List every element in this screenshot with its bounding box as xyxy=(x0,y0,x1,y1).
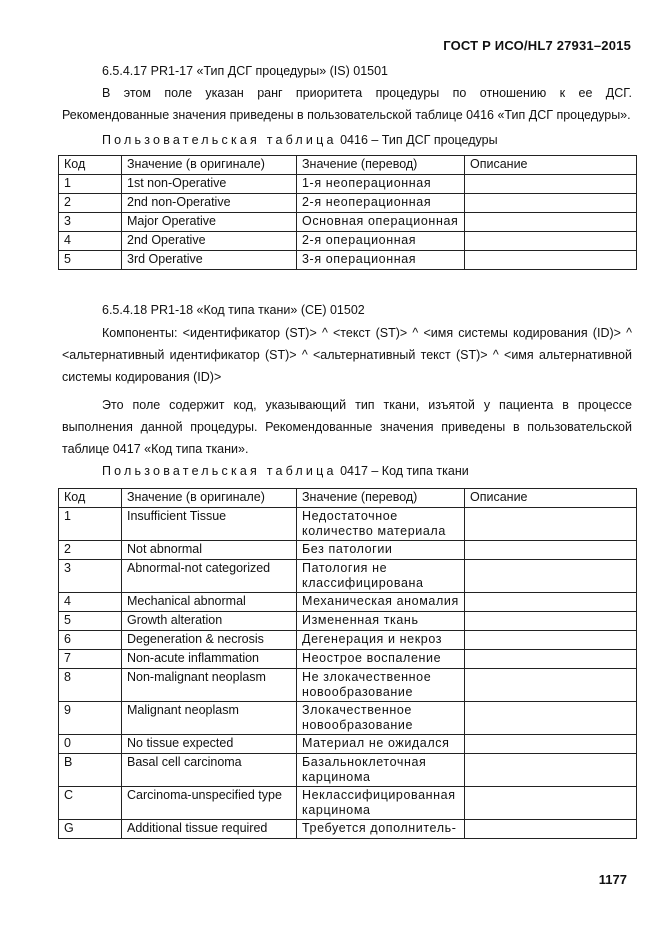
table-cell: Additional tissue required xyxy=(122,820,297,839)
table-cell: Без патологии xyxy=(297,541,465,560)
table-cell: Злокачественное новообразование xyxy=(297,702,465,735)
table-cell: 4 xyxy=(59,593,122,612)
table-cell xyxy=(465,787,637,820)
table-cell: C xyxy=(59,787,122,820)
table-row xyxy=(59,735,637,754)
column-header: Описание xyxy=(465,156,637,175)
table-cell xyxy=(465,735,637,754)
table-cell: 2-я неоперационная xyxy=(297,194,465,213)
table-cell: 4 xyxy=(59,232,122,251)
caption-spaced-text: Пользовательская таблица xyxy=(102,133,337,147)
table-cell: 6 xyxy=(59,631,122,650)
table-cell: Non-malignant neoplasm xyxy=(122,669,297,702)
table-row xyxy=(59,560,637,593)
column-header: Описание xyxy=(465,489,637,508)
table-row xyxy=(59,232,637,251)
table-cell: Abnormal-not categorized xyxy=(122,560,297,593)
table-cell: Carcinoma-unspecified type xyxy=(122,787,297,820)
table-cell: Non-acute inflammation xyxy=(122,650,297,669)
table-cell xyxy=(465,754,637,787)
table-cell: 3rd Operative xyxy=(122,251,297,270)
table-row xyxy=(59,612,637,631)
column-header: Код xyxy=(59,489,122,508)
table-cell: Major Operative xyxy=(122,213,297,232)
table-cell: 1 xyxy=(59,175,122,194)
table-cell xyxy=(465,650,637,669)
table-cell: Не злокачественное новообразование xyxy=(297,669,465,702)
table-cell: Основная операционная xyxy=(297,213,465,232)
table-cell xyxy=(465,560,637,593)
table-row xyxy=(59,669,637,702)
table-cell: 8 xyxy=(59,669,122,702)
table-row xyxy=(59,251,637,270)
table-cell: G xyxy=(59,820,122,839)
table-row xyxy=(59,593,637,612)
table-cell: 3-я операционная xyxy=(297,251,465,270)
table-cell: 5 xyxy=(59,612,122,631)
table-cell: 9 xyxy=(59,702,122,735)
table-header-row xyxy=(59,489,637,508)
table-cell xyxy=(465,213,637,232)
section-heading-pr1-18: 6.5.4.18 PR1-18 «Код типа ткани» (CE) 01502 xyxy=(102,303,365,317)
table-row xyxy=(59,787,637,820)
table-cell: Недостаточное количество материала xyxy=(297,508,465,541)
table-cell xyxy=(465,612,637,631)
table-row xyxy=(59,508,637,541)
table-row xyxy=(59,820,637,839)
caption-spaced-text: Пользовательская таблица xyxy=(102,464,337,478)
table-cell xyxy=(465,194,637,213)
table-cell: Патология не классифицирована xyxy=(297,560,465,593)
column-header: Код xyxy=(59,156,122,175)
table-cell xyxy=(465,820,637,839)
table-cell: 1 xyxy=(59,508,122,541)
table-cell: Growth alteration xyxy=(122,612,297,631)
section-paragraph-description: Это поле содержит код, указывающий тип ткани, изъятой у пациента в процессе выполнения данной процедуры. Рекомендованные значения приведены в пользовательской таблице 0417 «Код типа ткани». xyxy=(62,398,632,456)
table-caption-0417 xyxy=(102,464,469,478)
table-row xyxy=(59,194,637,213)
table-cell: Not abnormal xyxy=(122,541,297,560)
column-header: Значение (перевод) xyxy=(297,156,465,175)
column-header: Значение (перевод) xyxy=(297,489,465,508)
table-cell: 2nd non-Operative xyxy=(122,194,297,213)
table-cell: B xyxy=(59,754,122,787)
table-cell xyxy=(465,631,637,650)
table-row xyxy=(59,631,637,650)
table-cell: 5 xyxy=(59,251,122,270)
section-paragraph-pr1-17: В этом поле указан ранг приоритета процедуры по отношению к ее ДСГ. Рекомендованные значения приведены в пользовательской таблице 0416 «Тип ДСГ процедуры». xyxy=(62,86,632,122)
table-cell xyxy=(465,251,637,270)
table-cell: Базальноклеточная карцинома xyxy=(297,754,465,787)
column-header: Значение (в оригинале) xyxy=(122,156,297,175)
table-cell: 2nd Operative xyxy=(122,232,297,251)
table-cell: 3 xyxy=(59,560,122,593)
table-cell: Degeneration & necrosis xyxy=(122,631,297,650)
table-row xyxy=(59,213,637,232)
table-header-row xyxy=(59,156,637,175)
table-cell: 7 xyxy=(59,650,122,669)
table-row xyxy=(59,541,637,560)
table-cell: Insufficient Tissue xyxy=(122,508,297,541)
table-cell: No tissue expected xyxy=(122,735,297,754)
table-cell: Дегенерация и некроз xyxy=(297,631,465,650)
table-0417 xyxy=(58,488,637,839)
table-cell: Материал не ожидался xyxy=(297,735,465,754)
table-cell: 2 xyxy=(59,541,122,560)
table-cell: 1-я неоперационная xyxy=(297,175,465,194)
table-cell: 2 xyxy=(59,194,122,213)
section-heading-pr1-17: 6.5.4.17 PR1-17 «Тип ДСГ процедуры» (IS) 01501 xyxy=(102,64,389,78)
table-cell xyxy=(465,669,637,702)
table-cell: 3 xyxy=(59,213,122,232)
table-cell xyxy=(465,175,637,194)
table-cell: Требуется дополнитель- xyxy=(297,820,465,839)
page-number: 1177 xyxy=(598,872,627,887)
table-cell: Неострое воспаление xyxy=(297,650,465,669)
table-caption-0416 xyxy=(102,133,498,147)
column-header: Значение (в оригинале) xyxy=(122,489,297,508)
section-paragraph-components: Компоненты: <идентификатор (ST)> ^ <текст (ST)> ^ <имя системы кодирования (ID)> ^ <альтернативный идентификатор (ST)> ^ <альтернативный текст (ST)> ^ <имя альтернативной системы кодирования (ID)> xyxy=(62,326,632,384)
table-cell: 0 xyxy=(59,735,122,754)
table-cell xyxy=(465,702,637,735)
table-cell: Механическая аномалия xyxy=(297,593,465,612)
table-cell: Mechanical abnormal xyxy=(122,593,297,612)
table-row xyxy=(59,702,637,735)
table-row xyxy=(59,754,637,787)
table-cell xyxy=(465,508,637,541)
table-cell: 2-я операционная xyxy=(297,232,465,251)
caption-text: 0416 – Тип ДСГ процедуры xyxy=(336,133,498,147)
table-0416 xyxy=(58,155,637,270)
document-code: ГОСТ Р ИСО/HL7 27931–2015 xyxy=(443,38,631,53)
table-row xyxy=(59,175,637,194)
table-cell: Basal cell carcinoma xyxy=(122,754,297,787)
table-cell: Измененная ткань xyxy=(297,612,465,631)
table-cell: 1st non-Operative xyxy=(122,175,297,194)
table-cell: Malignant neoplasm xyxy=(122,702,297,735)
table-cell xyxy=(465,232,637,251)
table-cell xyxy=(465,541,637,560)
table-cell: Неклассифицированная карцинома xyxy=(297,787,465,820)
caption-text: 0417 – Код типа ткани xyxy=(336,464,469,478)
table-row xyxy=(59,650,637,669)
table-cell xyxy=(465,593,637,612)
